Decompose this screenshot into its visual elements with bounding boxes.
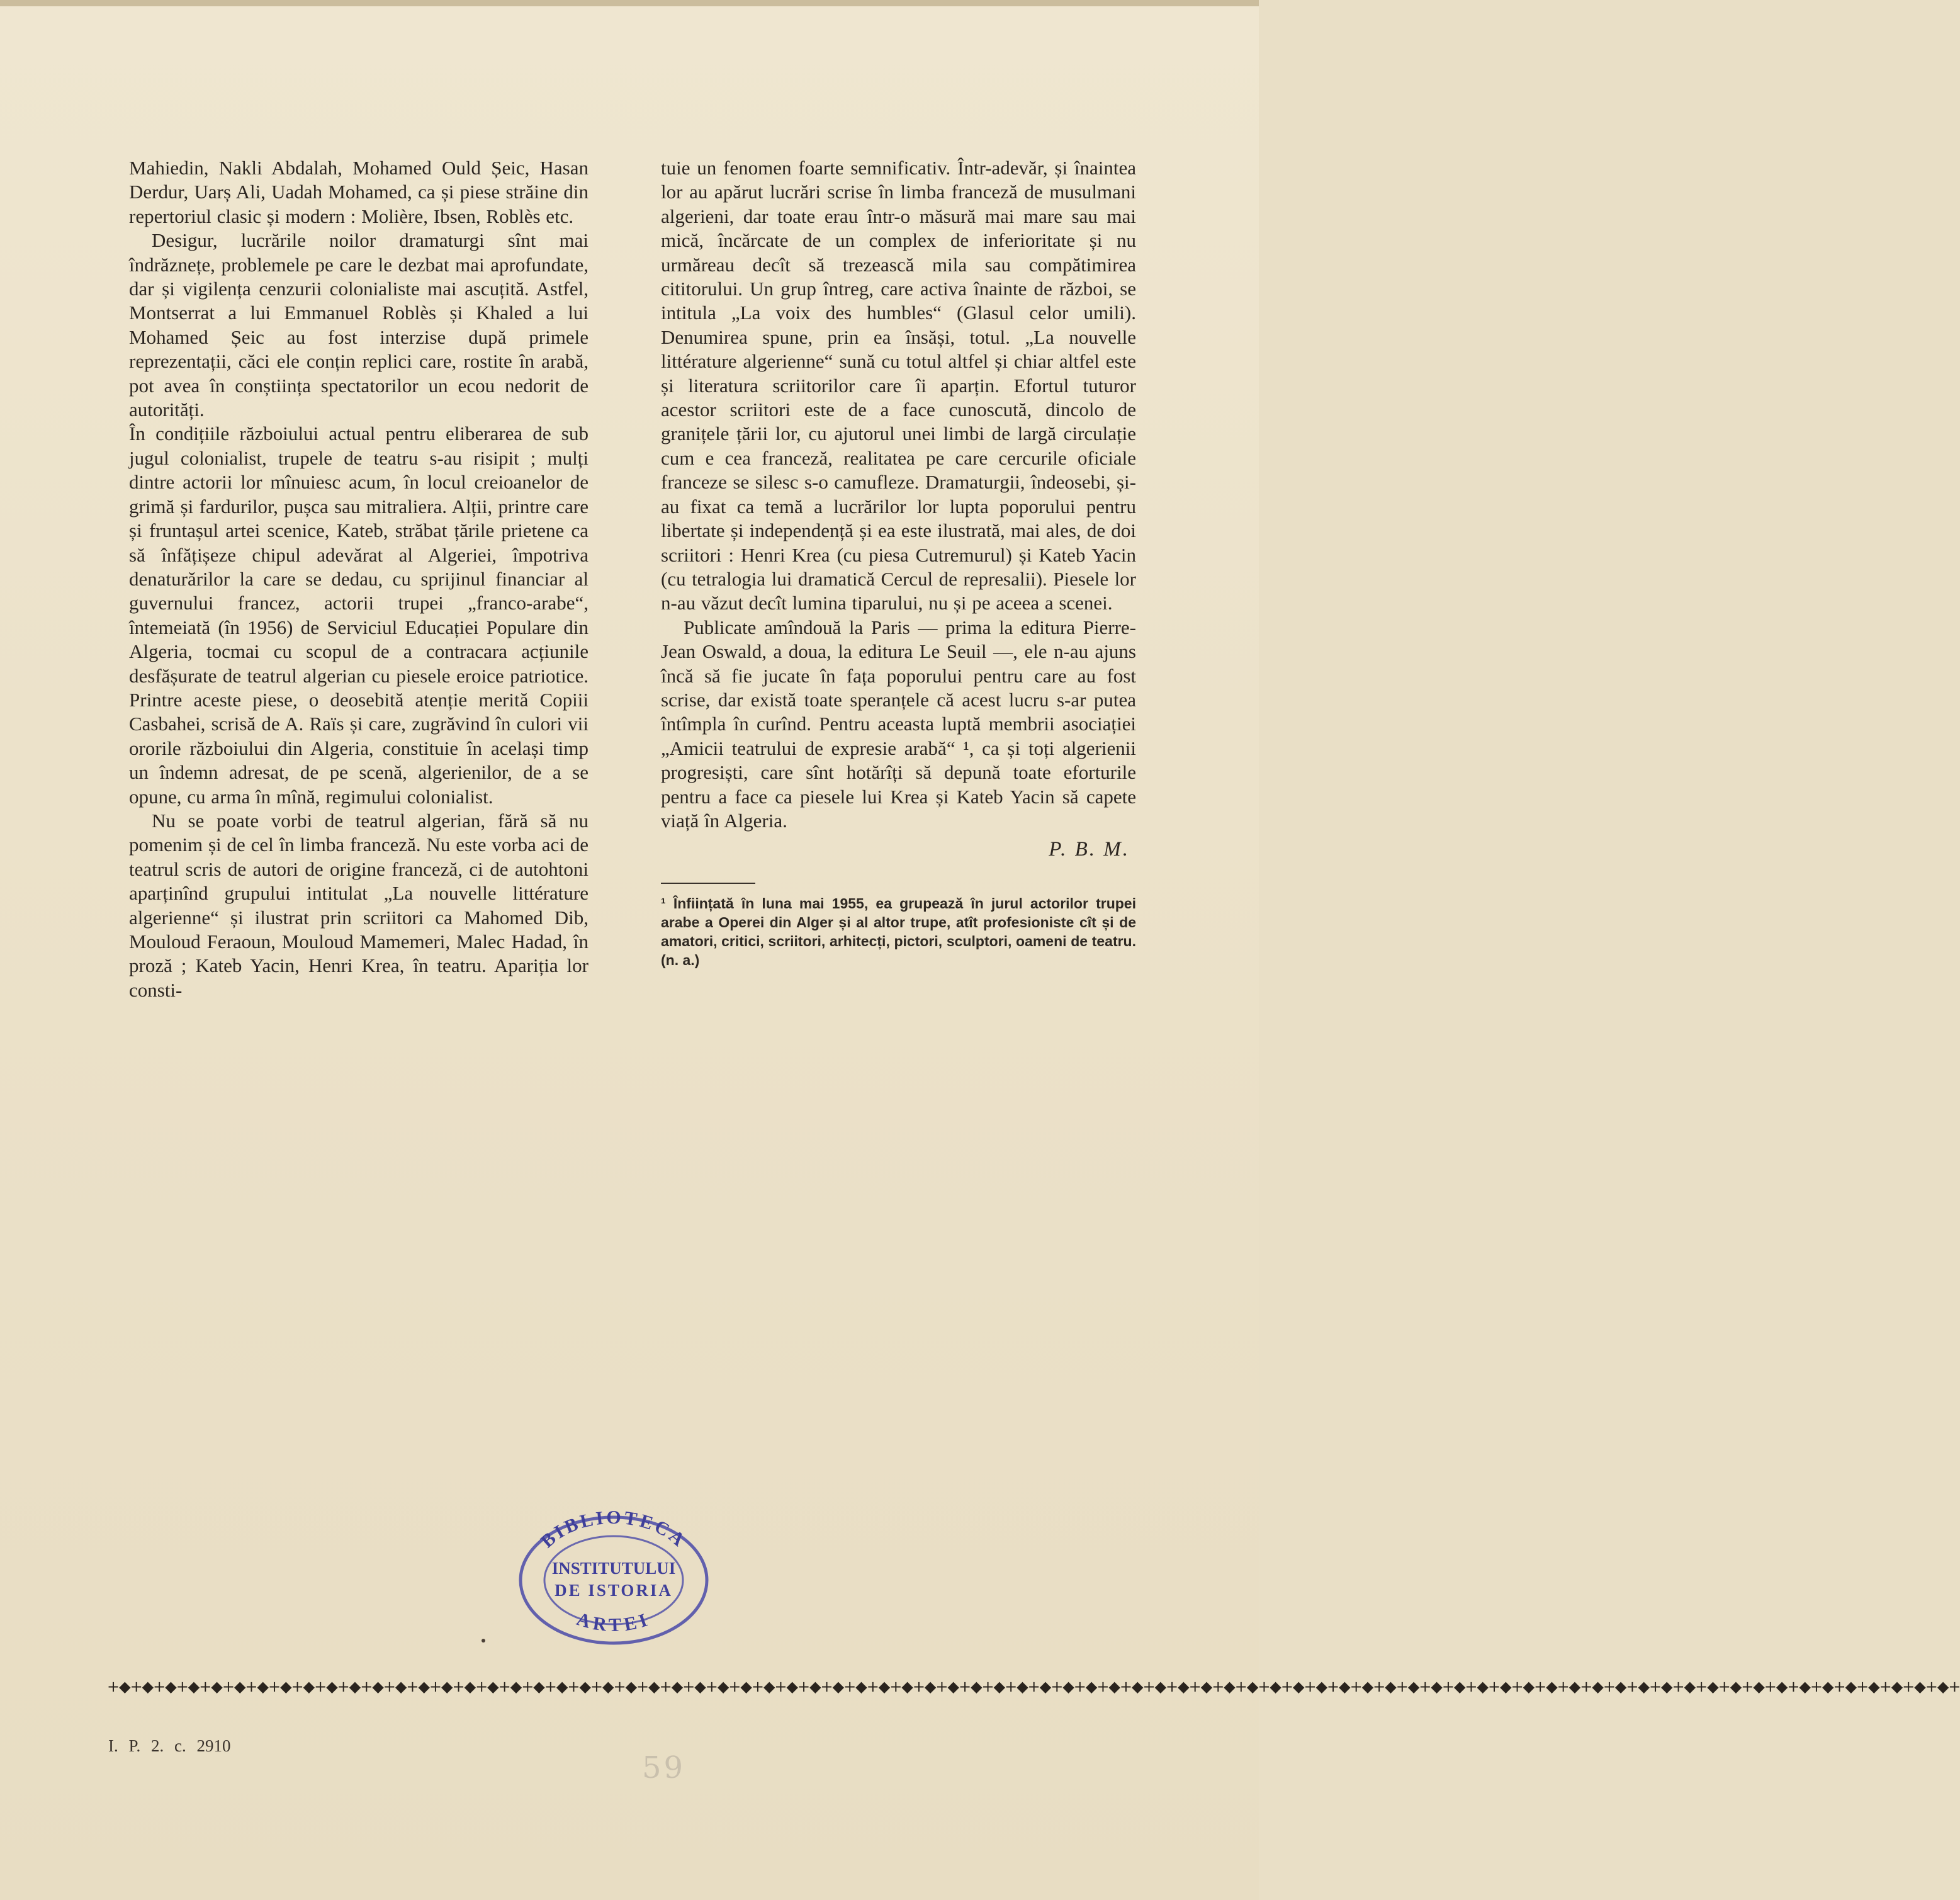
stamp-line2: DE ISTORIA	[555, 1581, 673, 1600]
paragraph: Nu se poate vorbi de teatrul algerian, fără să nu pomenim și de cel în limba franceză. Nu este vorba aci de teatrul scris de autori de origine franceză, ci de autohtoni aparținînd grupului intitulat „La nouvelle littérature algerienne“ și ilustrat prin scriitori ca Mahomed Dib, Mouloud Feraoun, Mouloud Mamemeri, Malec Hadad, în proză ; Kateb Yacin, Henri Krea, în teatru. Apariția lor consti-	[129, 809, 589, 1001]
right-column	[661, 156, 1136, 970]
paragraph: Mahiedin, Nakli Abdalah, Mohamed Ould Șeic, Hasan Derdur, Uarș Ali, Uadah Mohamed, ca și piese străine din repertoriul clasic și modern : Molière, Ibsen, Roblès etc.	[129, 157, 589, 227]
paragraph: tuie un fenomen foarte semnificativ. Într-adevăr, și înaintea lor au apărut lucrări scrise în limba franceză de musulmani algerieni, dar toate erau într-o măsură mai mare sau mai mică, încărcate de un complex de inferioritate și nu urmăreau decît să trezească mila sau compătimirea cititorului. Un grup întreg, care activa înainte de război, se intitula „La voix des humbles“ (Glasul celor umili). Denumirea spune, prin ea însăși, totul. „La nouvelle littérature algerienne“ sună cu totul altfel și chiar altfel este și literatura scriitorilor care îi aparțin. Efortul tuturor acestor scriitori este de a face cunoscută, dincolo de granițele țării lor, cu ajutorul unei limbi de largă circulație cum e cea franceză, realitatea pe care cercurile oficiale franceze se silesc s-o camufleze. Dramaturgii, îndeosebi, și-au fixat ca temă a lucrărilor lor lupta poporului pentru libertate și independență și ea este ilustrată, mai ales, de doi scriitori : Henri Krea (cu piesa Cutremurul) și Kateb Yacin (cu tetralogia lui dramatică Cercul de represalii). Piesele lor n-au văzut decît lumina tiparului, nu și pe aceea a scenei.	[661, 157, 1136, 614]
left-column	[129, 156, 589, 1002]
printer-code: I. P. 2. c. 2910	[108, 1736, 231, 1755]
stamp-top-text: BIBLIOTECA	[536, 1511, 691, 1552]
ink-dot	[482, 1639, 485, 1643]
paragraph: Publicate amîndouă la Paris — prima la editura Pierre-Jean Oswald, a doua, la editura Le Seuil —, ele n-au ajuns încă să fie jucate în fața poporului pentru care au fost scrise, dar există toate speranțele că acest lucru s-ar putea întîmpla în curînd. Pentru aceasta luptă membrii asociației „Amicii teatrului de expresie arabă“ ¹, ca și toți algerienii progresiști, care sînt hotărîți să depună toate eforturile pentru a face ca piesele lui Krea și Kateb Yacin să capete viață în Algeria.	[661, 616, 1136, 832]
stamp-line1: INSTITUTULUI	[551, 1559, 676, 1578]
footnote-divider	[661, 883, 755, 884]
svg-text:ARTEI	[574, 1609, 653, 1636]
library-stamp	[513, 1511, 714, 1649]
footnote: ¹ Înființată în luna mai 1955, ea grupează în jurul actorilor trupei arabe a Operei din Alger și al altor trupe, atît profesioniste cît și de amatori, critici, scriitori, arhitecți, pictori, sculptori, oameni de teatru. (n. a.)	[661, 895, 1136, 969]
page-number: 59	[642, 1750, 686, 1785]
author-signature: P. B. M.	[1049, 838, 1130, 861]
library-stamp-graphic	[513, 1511, 714, 1649]
paragraph: Desigur, lucrările noilor dramaturgi sînt mai îndrăznețe, problemele pe care le dezbat mai aprofundate, dar și vigilența cenzurii colonialiste mai ascuțită. Astfel, Montserrat a lui Emmanuel Roblès și Khaled a lui Mohamed Șeic au fost interzise după primele reprezentații, căci ele conțin replici care, rostite în arabă, pot avea în conștiința spectatorilor un ecou nedorit de autorități.	[129, 229, 589, 421]
stamp-bottom-text: ARTEI	[574, 1608, 653, 1636]
page-top-edge	[0, 0, 1259, 6]
decorative-ornament-rule: +◆+◆+◆+◆+◆+◆+◆+◆+◆+◆+◆+◆+◆+◆+◆+◆+◆+◆+◆+◆+◆+◆+◆+◆+◆+◆+◆+◆+◆+◆+◆+◆+◆+◆+◆+◆+◆+◆+◆+◆+◆+◆+◆+◆+◆+◆+◆+◆+◆+◆+◆+◆+◆+◆+◆+◆+◆+◆+◆+◆+◆+◆+◆+◆+◆+◆+◆+◆+◆+◆+◆+◆+◆+◆+◆+◆+◆+◆+◆+◆+	[107, 1678, 1960, 1695]
paragraph: În condițiile războiului actual pentru eliberarea de sub jugul colonialist, trupele de teatru s-au risipit ; mulți dintre actorii lor mînuiesc acum, în locul creioanelor de grimă și fardurilor, pușca sau mitraliera. Alții, printre care și fruntașul artei scenice, Kateb, străbat țările prietene ca să înfățișeze chipul adevărat al Algeriei, împotriva denaturărilor la care se dedau, cu sprijinul financiar al guvernului francez, actorii trupei „franco-arabe“, întemeiată (în 1956) de Serviciul Educației Populare din Algeria, tocmai cu scopul de a contracara acțiunile desfășurate de teatrul algerian cu piesele eroice patriotice. Printre aceste piese, o deosebită atenție merită Copiii Casbahei, scrisă de A. Raïs și care, zugrăvind în culori vii ororile războiului din Algeria, constituie în același timp un îndemn adresat, de pe scenă, algerienilor, de a se opune, cu arma în mînă, regimului colonialist.	[129, 422, 589, 808]
svg-text:BIBLIOTECA	[537, 1511, 690, 1552]
